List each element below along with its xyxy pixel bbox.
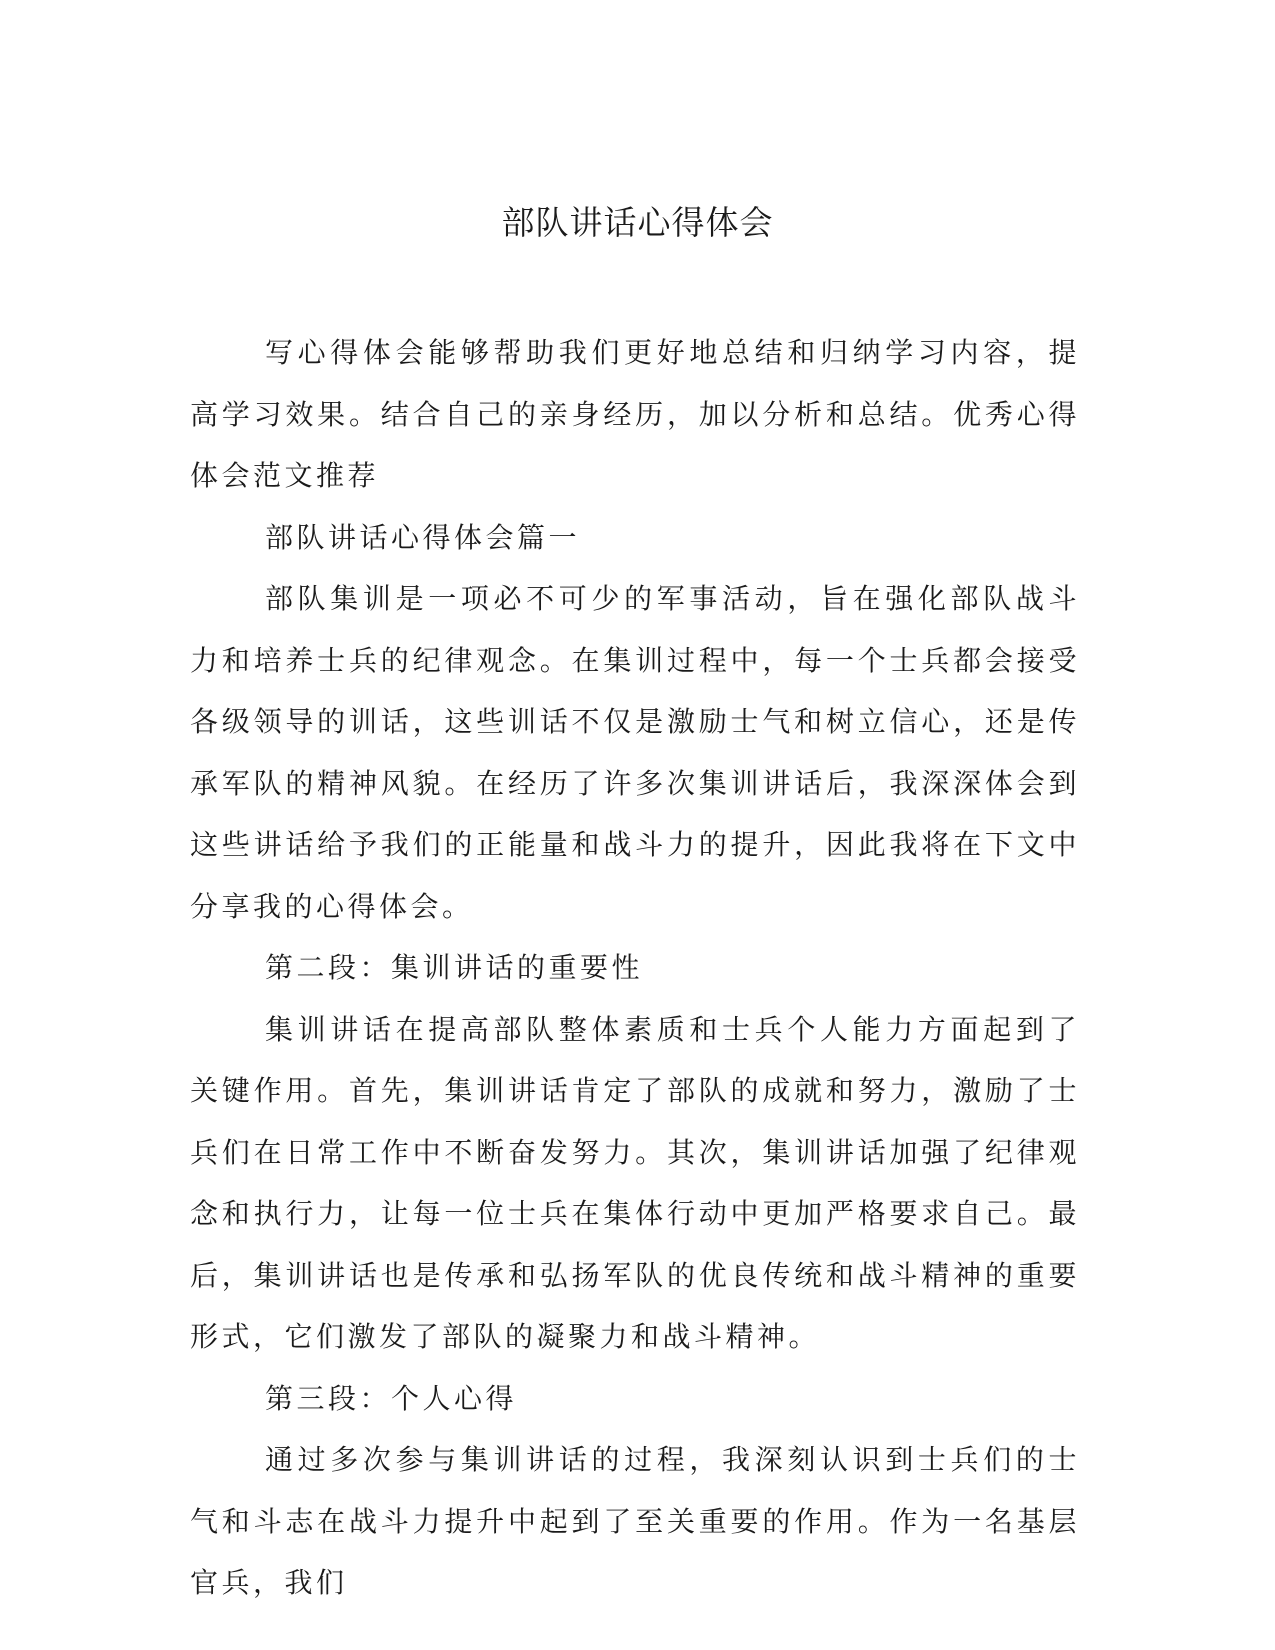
body-paragraph: 通过多次参与集训讲话的过程，我深刻认识到士兵们的士气和斗志在战斗力提升中起到了至关重要的作用。作为一名基层官兵，我们 xyxy=(190,1443,1080,1599)
document-body xyxy=(190,322,1080,1614)
section-heading-part-three: 第三段：个人心得 xyxy=(265,1381,518,1415)
section-heading-part-one: 部队讲话心得体会篇一 xyxy=(265,520,581,554)
body-paragraph: 集训讲话在提高部队整体素质和士兵个人能力方面起到了关键作用。首先，集训讲话肯定了部队的成就和努力，激励了士兵们在日常工作中不断奋发努力。其次，集训讲话加强了纪律观念和执行力，让每一位士兵在集体行动中更加严格要求自己。最后，集训讲话也是传承和弘扬军队的优良传统和战斗精神的重要形式，它们激发了部队的凝聚力和战斗精神。 xyxy=(190,1012,1080,1353)
body-paragraph: 部队集训是一项必不可少的军事活动，旨在强化部队战斗力和培养士兵的纪律观念。在集训过程中，每一个士兵都会接受各级领导的训话，这些训话不仅是激励士气和树立信心，还是传承军队的精神风貌。在经历了许多次集训讲话后，我深深体会到这些讲话给予我们的正能量和战斗力的提升，因此我将在下文中分享我的心得体会。 xyxy=(190,582,1080,923)
document-title: 部队讲话心得体会 xyxy=(501,203,774,242)
intro-paragraph: 写心得体会能够帮助我们更好地总结和归纳学习内容，提高学习效果。结合自己的亲身经历，加以分析和总结。优秀心得体会范文推荐 xyxy=(190,336,1080,492)
section-heading-part-two: 第二段：集训讲话的重要性 xyxy=(265,951,644,984)
